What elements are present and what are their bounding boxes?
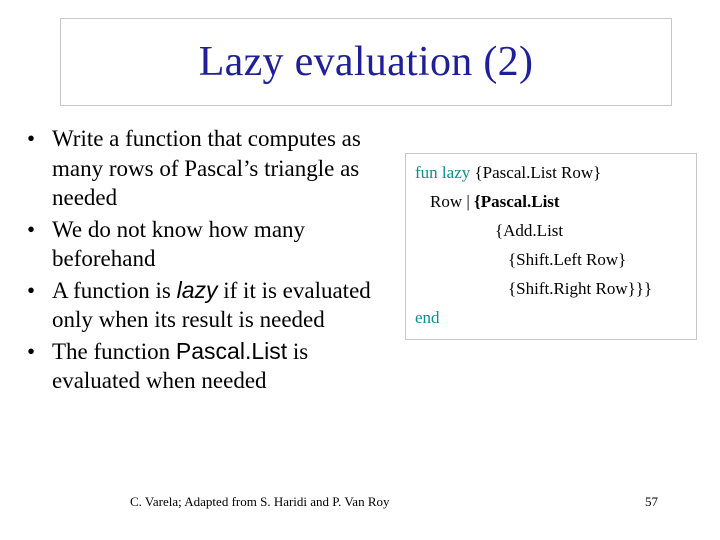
bullet-4-line-2: evaluated when needed [52, 368, 267, 393]
bullet-4-line-1 [52, 337, 397, 367]
bullet-4 [22, 337, 397, 396]
code-line-2 [430, 187, 560, 216]
fun-keyword: fun [415, 163, 438, 182]
bullet-list [22, 124, 397, 398]
bullet-3 [22, 276, 397, 335]
bullet-4-pre: The function [52, 338, 176, 364]
title-box [60, 18, 672, 106]
code-line-5: {Shift.Right Row}}} [508, 279, 653, 298]
bullet-dot: • [27, 216, 36, 242]
bullet-1-line-2: many rows of Pascal’s triangle as [52, 155, 360, 181]
lazy-emphasis: lazy [176, 276, 218, 303]
bullet-3-pre: A function is [52, 277, 177, 303]
code-line-2-b: {Pascal.List [474, 192, 560, 211]
bullet-1-line-1: Write a function that computes as [52, 126, 361, 151]
code-box [405, 153, 697, 340]
bullet-3-line-1 [52, 276, 397, 306]
bullet-3-post: if it is evaluated [217, 277, 371, 303]
bullet-1 [22, 124, 397, 213]
footer-credit: C. Varela; Adapted from S. Haridi and P. Van Roy [130, 494, 390, 509]
bullet-3-line-2: only when its result is needed [52, 307, 325, 332]
slide-title: Lazy evaluation (2) [198, 39, 534, 85]
code-line-4: {Shift.Left Row} [508, 250, 627, 269]
page-number: 57 [645, 494, 658, 509]
bullet-1-line-3: needed [52, 185, 118, 210]
code-line-2-a: Row | [430, 192, 475, 211]
bullet-dot: • [27, 338, 36, 364]
bullet-2-line-1: We do not know how many [52, 216, 306, 242]
lazy-keyword: lazy [441, 163, 471, 182]
code-line-3: {Add.List [495, 221, 564, 240]
pascal-list-code: Pascal.List [175, 337, 288, 364]
bullet-dot: • [27, 277, 36, 303]
code-line-1 [415, 158, 601, 187]
bullet-4-post: is [287, 338, 309, 364]
bullet-dot: • [27, 126, 36, 151]
code-line-1-rest: {Pascal.List Row} [474, 163, 602, 182]
end-keyword: end [415, 308, 440, 327]
bullet-2-line-2: beforehand [52, 246, 156, 271]
bullet-2 [22, 215, 397, 274]
